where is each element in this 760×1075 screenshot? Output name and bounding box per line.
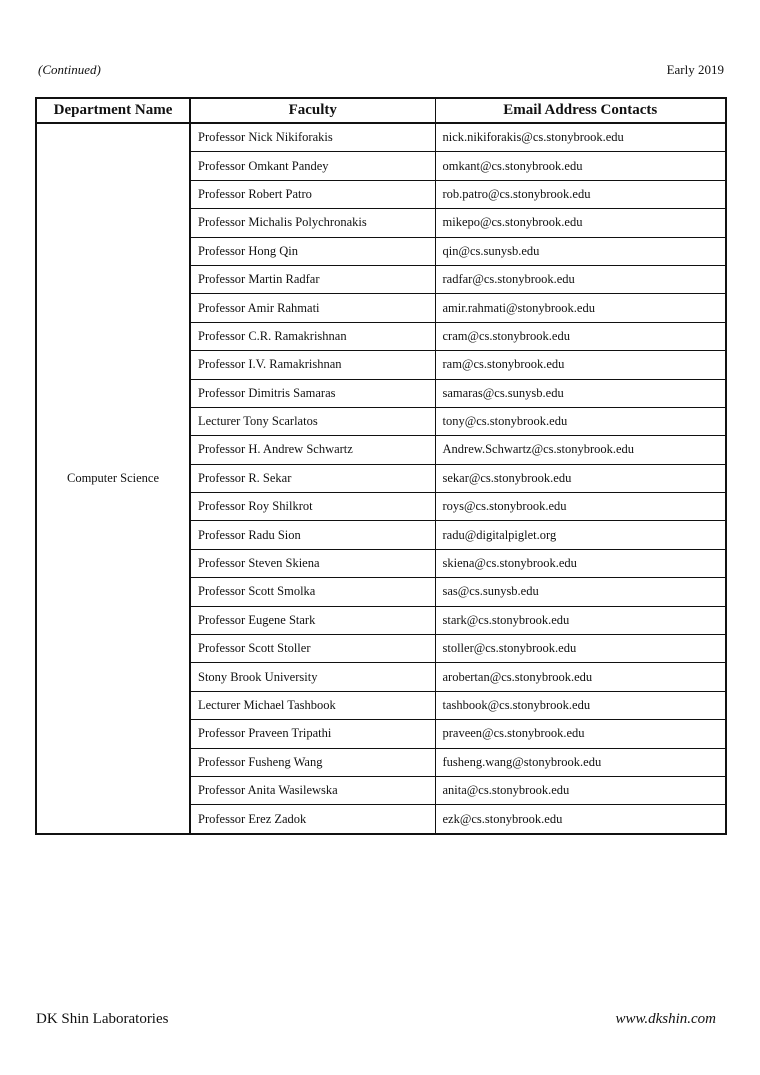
email-cell[interactable]: tony@cs.stonybrook.edu: [435, 407, 726, 435]
email-cell[interactable]: samaras@cs.sunysb.edu: [435, 379, 726, 407]
faculty-cell: Professor Scott Smolka: [190, 578, 435, 606]
faculty-cell: Professor Dimitris Samaras: [190, 379, 435, 407]
table-body: [36, 123, 726, 834]
faculty-cell: Professor Eugene Stark: [190, 606, 435, 634]
faculty-cell: Professor R. Sekar: [190, 464, 435, 492]
table-header-row: [36, 98, 726, 123]
email-cell[interactable]: cram@cs.stonybrook.edu: [435, 322, 726, 350]
faculty-cell: Professor H. Andrew Schwartz: [190, 436, 435, 464]
faculty-cell: Professor Martin Radfar: [190, 265, 435, 293]
email-cell[interactable]: amir.rahmati@stonybrook.edu: [435, 294, 726, 322]
email-cell[interactable]: ram@cs.stonybrook.edu: [435, 351, 726, 379]
email-cell[interactable]: sas@cs.sunysb.edu: [435, 578, 726, 606]
email-cell[interactable]: radu@digitalpiglet.org: [435, 521, 726, 549]
faculty-cell: Professor Fusheng Wang: [190, 748, 435, 776]
email-cell[interactable]: arobertan@cs.stonybrook.edu: [435, 663, 726, 691]
email-cell[interactable]: nick.nikiforakis@cs.stonybrook.edu: [435, 123, 726, 152]
email-cell[interactable]: Andrew.Schwartz@cs.stonybrook.edu: [435, 436, 726, 464]
footer-lab-name: DK Shin Laboratories: [36, 1011, 169, 1027]
email-cell[interactable]: fusheng.wang@stonybrook.edu: [435, 748, 726, 776]
email-cell[interactable]: ezk@cs.stonybrook.edu: [435, 805, 726, 834]
department-cell: Computer Science: [36, 123, 190, 834]
column-header-email: Email Address Contacts: [435, 98, 726, 123]
email-cell[interactable]: qin@cs.sunysb.edu: [435, 237, 726, 265]
table-row: [36, 123, 726, 152]
faculty-cell: Professor Omkant Pandey: [190, 152, 435, 180]
faculty-cell: Lecturer Michael Tashbook: [190, 691, 435, 719]
faculty-cell: Professor Praveen Tripathi: [190, 720, 435, 748]
faculty-table: [35, 97, 727, 835]
column-header-faculty: Faculty: [190, 98, 435, 123]
email-cell[interactable]: anita@cs.stonybrook.edu: [435, 776, 726, 804]
faculty-cell: Professor Scott Stoller: [190, 635, 435, 663]
email-cell[interactable]: rob.patro@cs.stonybrook.edu: [435, 180, 726, 208]
email-cell[interactable]: stark@cs.stonybrook.edu: [435, 606, 726, 634]
faculty-cell: Stony Brook University: [190, 663, 435, 691]
faculty-cell: Professor Radu Sion: [190, 521, 435, 549]
faculty-cell: Professor Nick Nikiforakis: [190, 123, 435, 152]
faculty-cell: Professor Steven Skiena: [190, 549, 435, 577]
faculty-cell: Lecturer Tony Scarlatos: [190, 407, 435, 435]
email-cell[interactable]: omkant@cs.stonybrook.edu: [435, 152, 726, 180]
email-cell[interactable]: stoller@cs.stonybrook.edu: [435, 635, 726, 663]
continued-label: (Continued): [38, 62, 101, 77]
email-cell[interactable]: sekar@cs.stonybrook.edu: [435, 464, 726, 492]
column-header-department: Department Name: [36, 98, 190, 123]
email-cell[interactable]: skiena@cs.stonybrook.edu: [435, 549, 726, 577]
footer-website: www.dkshin.com: [615, 1011, 716, 1027]
email-cell[interactable]: mikepo@cs.stonybrook.edu: [435, 209, 726, 237]
faculty-cell: Professor Roy Shilkrot: [190, 493, 435, 521]
faculty-cell: Professor Anita Wasilewska: [190, 776, 435, 804]
email-cell[interactable]: praveen@cs.stonybrook.edu: [435, 720, 726, 748]
email-cell[interactable]: roys@cs.stonybrook.edu: [435, 493, 726, 521]
faculty-cell: Professor Hong Qin: [190, 237, 435, 265]
faculty-cell: Professor Robert Patro: [190, 180, 435, 208]
faculty-cell: Professor C.R. Ramakrishnan: [190, 322, 435, 350]
faculty-cell: Professor Amir Rahmati: [190, 294, 435, 322]
faculty-cell: Professor I.V. Ramakrishnan: [190, 351, 435, 379]
date-label: Early 2019: [666, 62, 724, 77]
faculty-cell: Professor Michalis Polychronakis: [190, 209, 435, 237]
email-cell[interactable]: tashbook@cs.stonybrook.edu: [435, 691, 726, 719]
email-cell[interactable]: radfar@cs.stonybrook.edu: [435, 265, 726, 293]
faculty-cell: Professor Erez Zadok: [190, 805, 435, 834]
